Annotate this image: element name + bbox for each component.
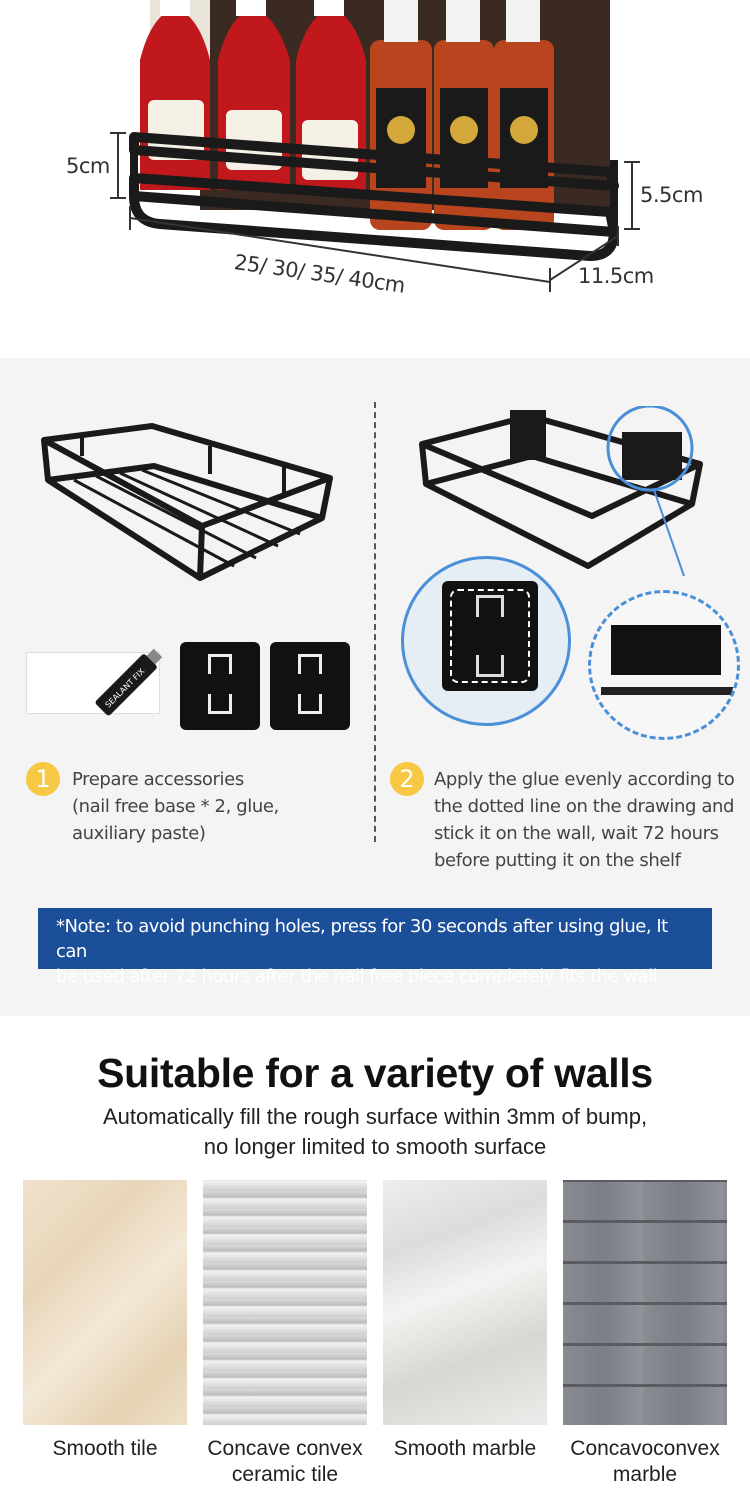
smooth-tile-swatch [23, 1180, 187, 1425]
glue-tube-icon [84, 642, 174, 722]
glue-tube-label: SEALANT FIX [103, 666, 147, 710]
walls-subtitle: Automatically fill the rough surface within 3mm of bump, no longer limited to smooth surface [102, 1104, 648, 1159]
rack-height-dimension-label: 5.5cm [640, 183, 703, 207]
nail-free-base-1 [180, 642, 260, 730]
depth-dimension-label: 11.5cm [578, 264, 654, 288]
rack-illustration [34, 418, 334, 618]
tile-label-concave-convex: Concave convex ceramic tile [207, 1437, 363, 1486]
nail-free-base-2 [270, 642, 350, 730]
length-dimension-label: 25/ 30/ 35/ 40cm [232, 250, 407, 298]
step-1-text: Prepare accessories (nail free base * 2, glue, auxiliary paste) [72, 769, 279, 844]
mounted-closeup-callout [588, 590, 740, 740]
installation-section [0, 358, 750, 1016]
step-1-number: 1 [26, 762, 60, 796]
step-2-text: Apply the glue evenly according to the dotted line on the drawing and stick it on the wall, wait 72 hours before putting it on the shelf [434, 769, 735, 871]
tile-label-smooth-tile: Smooth tile [52, 1437, 158, 1460]
concave-convex-ceramic-tile-swatch [203, 1180, 367, 1425]
walls-section [0, 1016, 750, 1496]
rack-with-bottles-illustration [0, 0, 750, 358]
dimensions-section [0, 0, 750, 358]
step-divider [374, 402, 376, 842]
height-dimension-label: 5cm [66, 154, 110, 178]
smooth-marble-swatch [383, 1180, 547, 1425]
concavoconvex-marble-swatch [563, 1180, 727, 1425]
tile-label-concavoconvex: Concavoconvex marble [570, 1437, 720, 1486]
step-2-number: 2 [390, 762, 424, 796]
installation-note: *Note: to avoid punching holes, press for 30 seconds after using glue, It can be used after 72 hours after the nail free piece completely fits the wall [38, 908, 712, 969]
tile-label-smooth-marble: Smooth marble [393, 1437, 537, 1460]
walls-title: Suitable for a variety of walls [97, 1050, 653, 1096]
base-closeup-callout [401, 556, 571, 726]
